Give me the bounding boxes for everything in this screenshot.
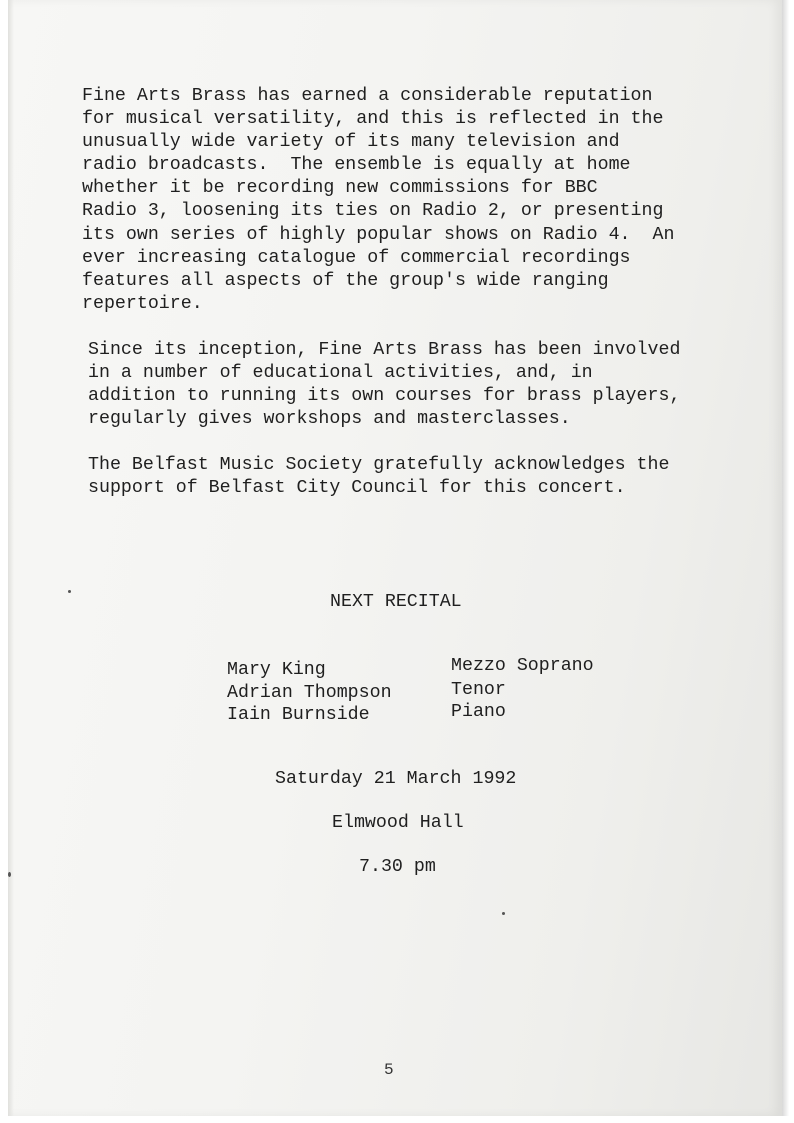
paper-speck [502,912,505,915]
paper-speck [68,590,71,593]
education-paragraph: Since its inception, Fine Arts Brass has been involved in a number of educational activities, and, in addition to running its own courses for brass players, regularly gives workshops and masterclasses. [88,340,681,430]
next-recital-heading: NEXT RECITAL [330,592,462,612]
performer-name: Iain Burnside [227,705,370,725]
scan-edge-bottom [0,1116,794,1123]
scan-edge-right [782,0,794,1123]
performer-role: Piano [451,702,506,722]
recital-venue: Elmwood Hall [332,813,464,833]
performer-role: Mezzo Soprano [451,656,594,676]
performer-name: Adrian Thompson [227,683,392,703]
acknowledgement-paragraph: The Belfast Music Society gratefully acknowledges the support of Belfast City Council for this concert. [88,455,670,499]
page-number: 5 [384,1061,394,1079]
recital-date: Saturday 21 March 1992 [275,769,517,789]
performer-name: Mary King [227,660,326,680]
intro-paragraph: Fine Arts Brass has earned a considerable reputation for musical versatility, and this is reflected in the unusually wide variety of its many television and radio broadcasts. The ensemble is equally at home whether it be recording new commissions for BBC Radio 3, loosening its ties on Radio 2, or presenting its own series of highly popular shows on Radio 4. An ever increasing catalogue of commercial recordings features all aspects of the group's wide ranging repertoire. [82,86,675,314]
performer-role: Tenor [451,680,506,700]
recital-time: 7.30 pm [359,857,436,877]
paper-speck [8,872,11,877]
scan-edge-left [0,0,8,1123]
paper-fold-shadow [8,0,14,1116]
paper-sheet [8,0,782,1116]
